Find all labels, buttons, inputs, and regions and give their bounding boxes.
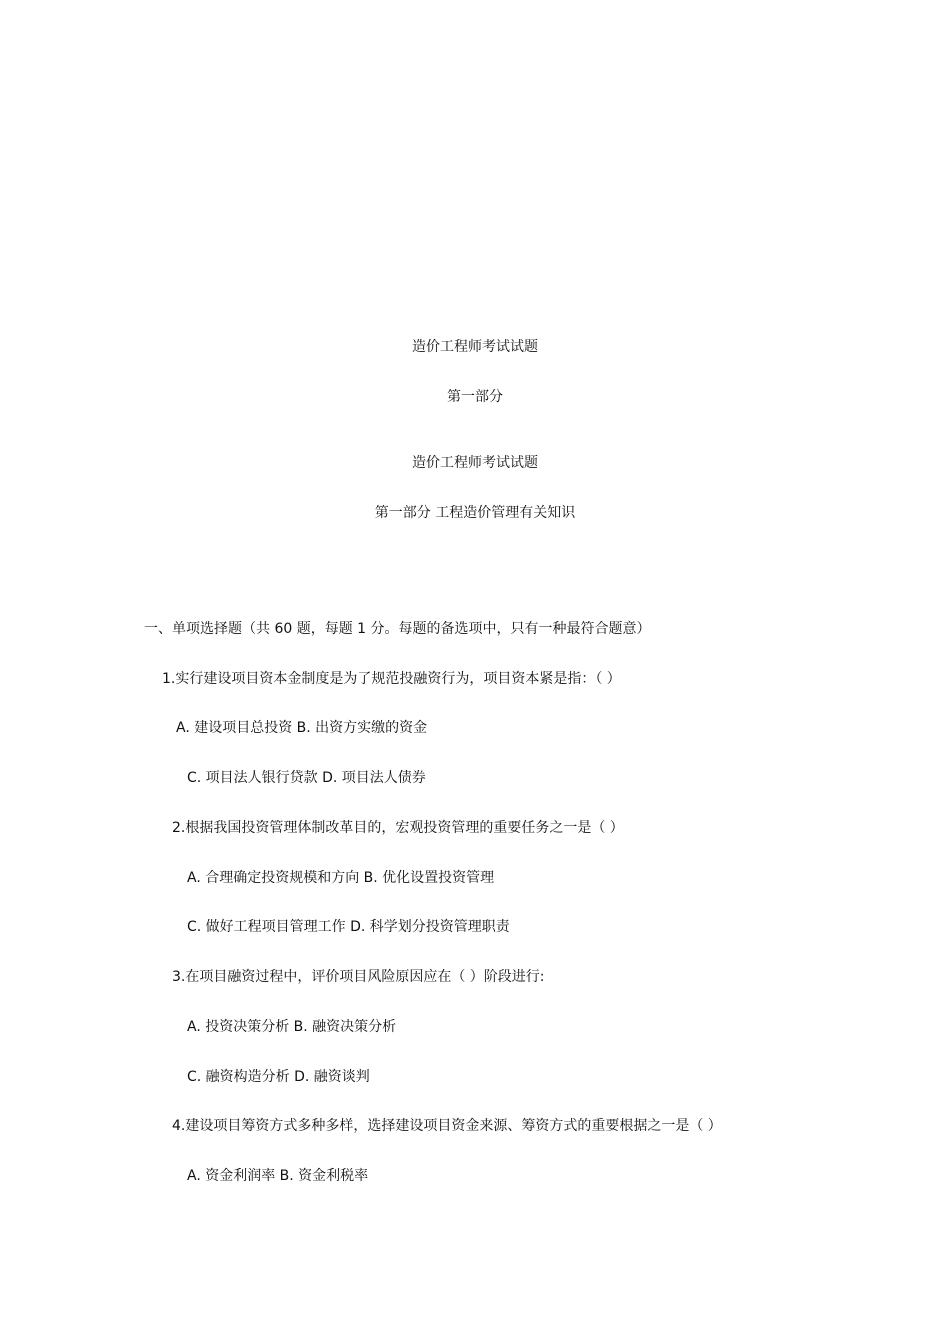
part-heading: 第一部分 工程造价管理有关知识	[374, 505, 576, 521]
question-option: A. 建设项目总投资 B. 出资方实缴的资金	[176, 720, 428, 736]
section-heading: 一、单项选择题（共 60 题，每题 1 分。每题的备选项中，只有一种最符合题意）	[144, 621, 651, 637]
question-option: C. 项目法人银行贷款 D. 项目法人债券	[187, 770, 426, 786]
question-option: C. 融资构造分析 D. 融资谈判	[187, 1069, 370, 1085]
question-option: A. 资金利润率 B. 资金利税率	[187, 1168, 369, 1184]
question-stem: 1.实行建设项目资本金制度是为了规范投融资行为，项目资本紧是指：（ ）	[162, 671, 621, 687]
question-stem: 2.根据我国投资管理体制改革目的，宏观投资管理的重要任务之一是（ ）	[172, 820, 624, 836]
question-stem: 3.在项目融资过程中，评价项目风险原因应在（ ）阶段进行:	[172, 969, 545, 985]
question-option: A. 投资决策分析 B. 融资决策分析	[187, 1019, 397, 1035]
document-title-repeat: 造价工程师考试试题	[412, 455, 538, 471]
document-title: 造价工程师考试试题	[412, 339, 538, 355]
question-option: C. 做好工程项目管理工作 D. 科学划分投资管理职责	[187, 919, 510, 935]
question-option: A. 合理确定投资规模和方向 B. 优化设置投资管理	[187, 870, 495, 886]
document-subtitle: 第一部分	[447, 389, 503, 405]
question-stem: 4.建设项目筹资方式多种多样，选择建设项目资金来源、筹资方式的重要根据之一是（ ）	[172, 1118, 722, 1134]
